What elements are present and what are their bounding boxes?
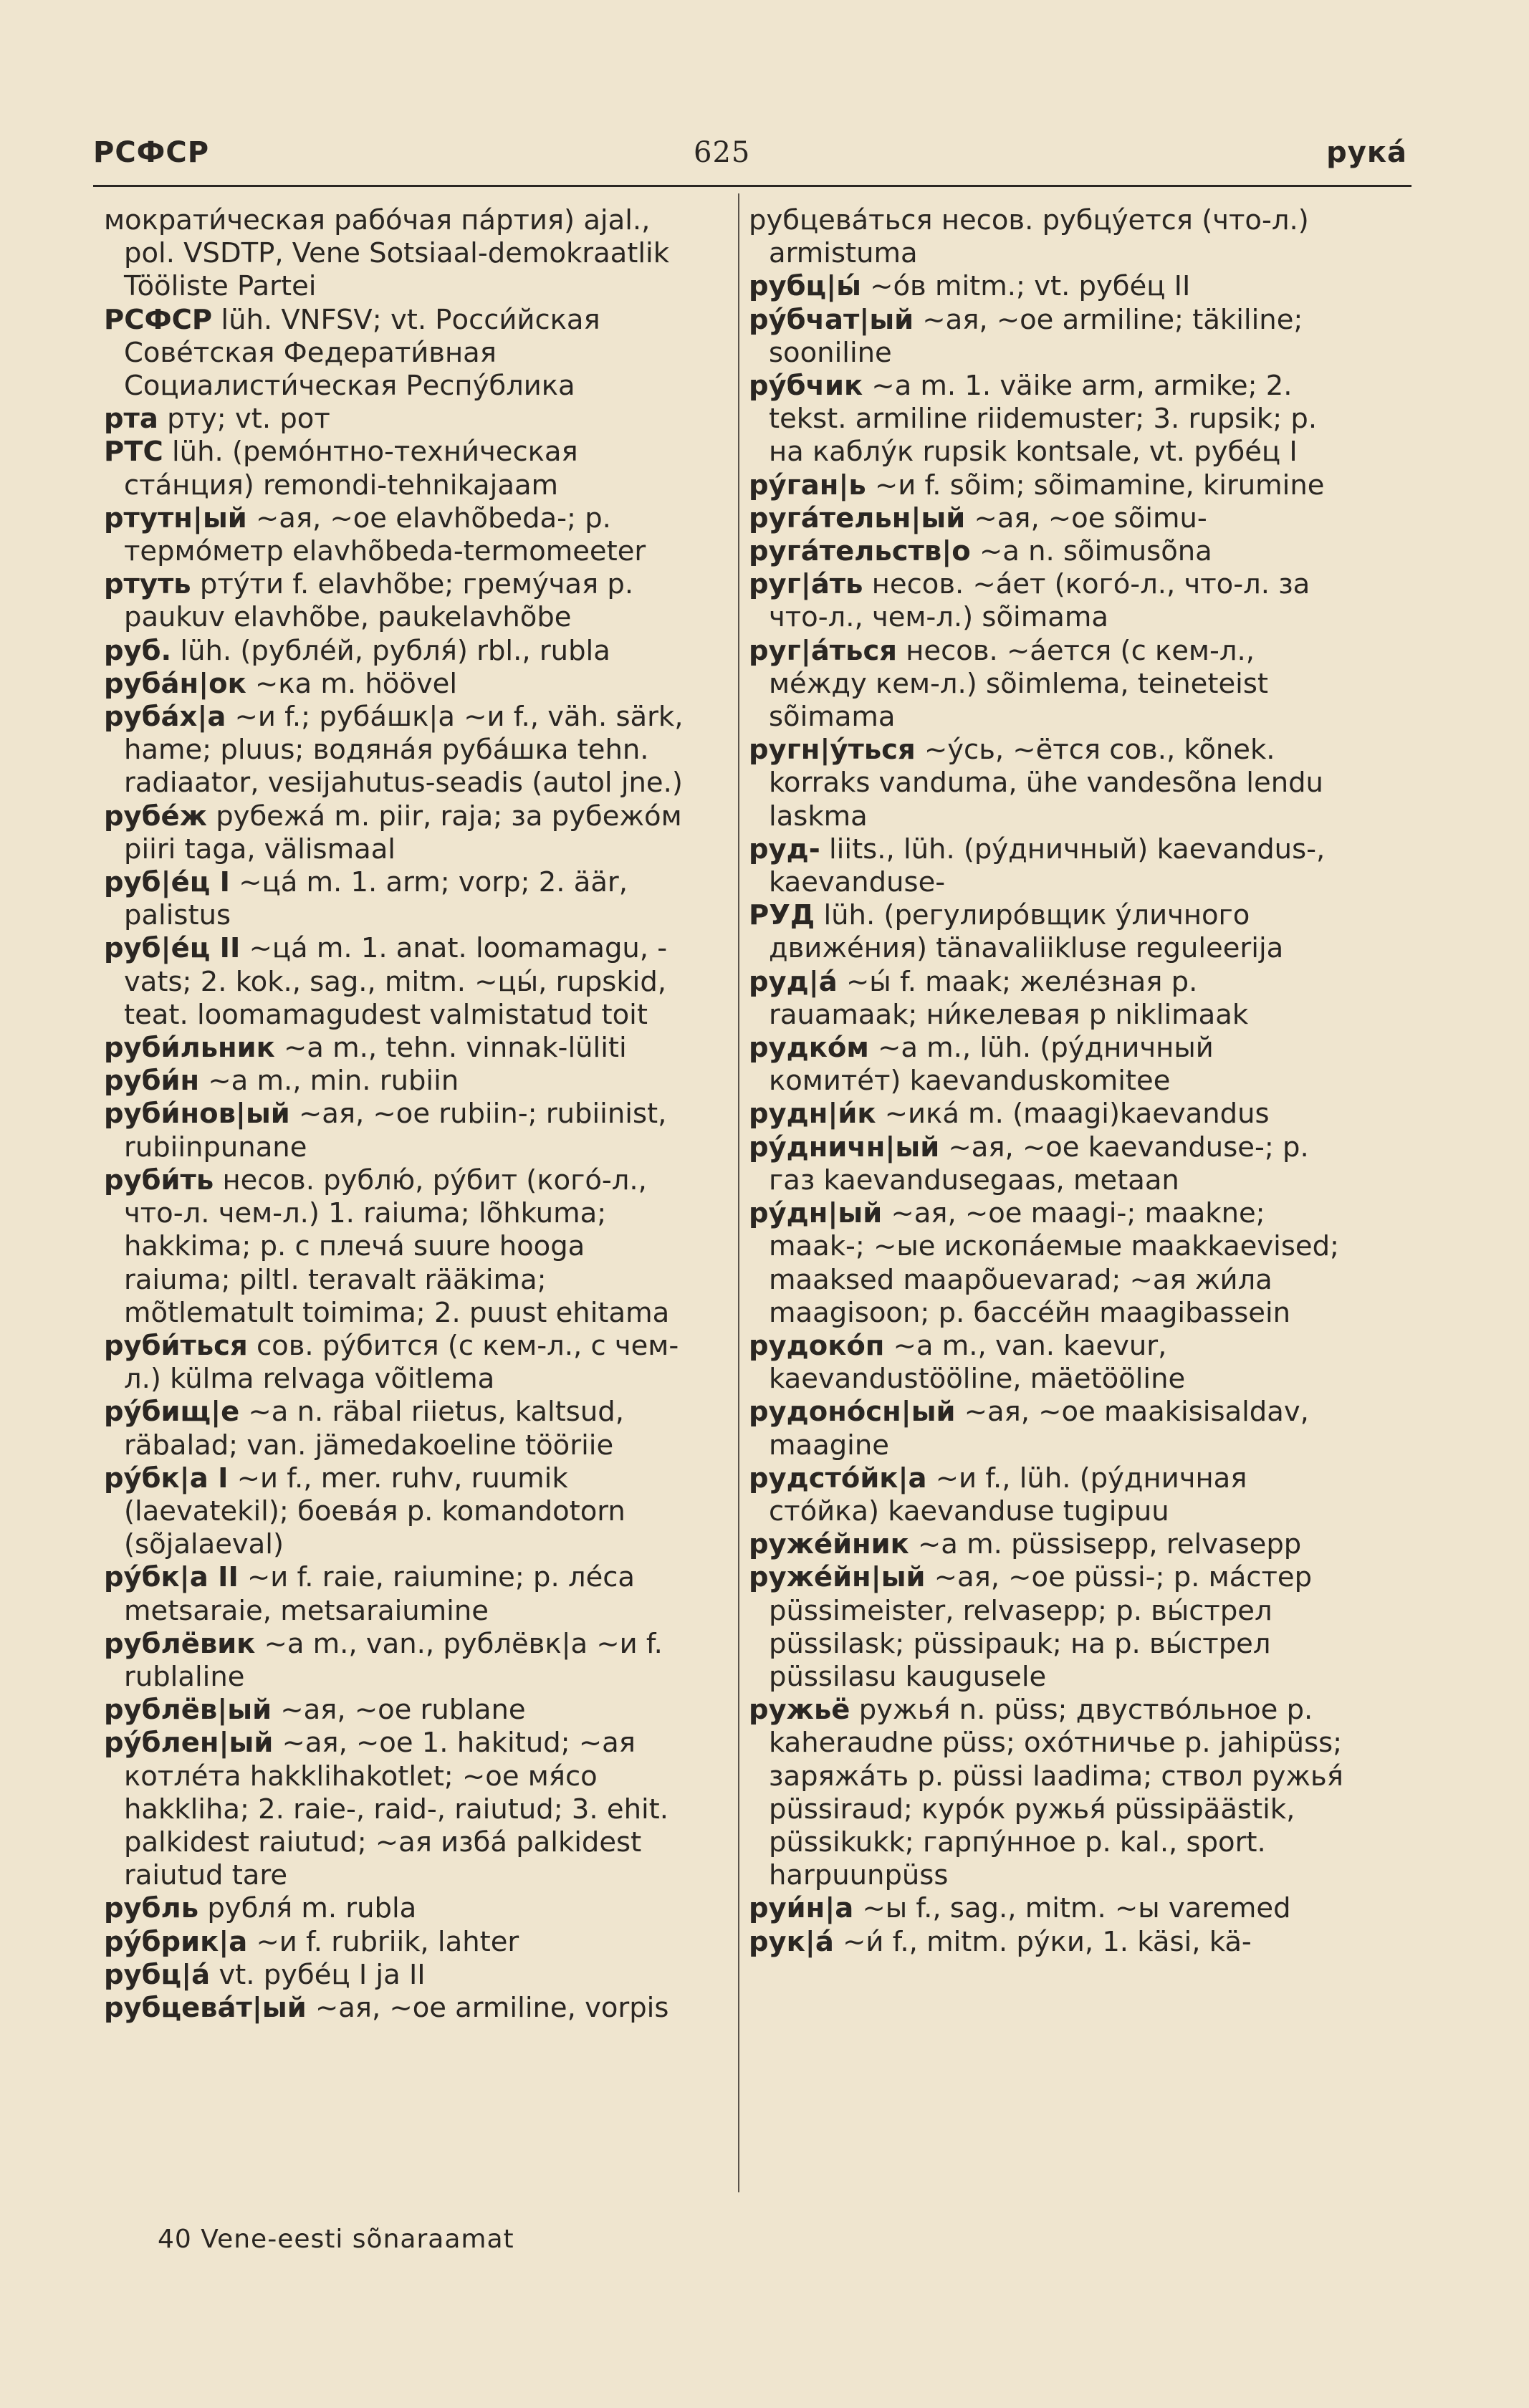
entry-definition: ~ая, ~ое armiline, vorpis: [315, 1991, 669, 2024]
dictionary-entry: [749, 833, 1343, 899]
entry-definition: рубцева́ться несов. рубцу́ется (что-л.) armistuma: [749, 204, 1309, 270]
headword: руби́н: [104, 1065, 200, 1098]
entry-definition: ~и f., mer. ruhv, ruumik (laevatekil); боева́я р. komandotorn (sõjalaeval): [124, 1462, 626, 1561]
headword: руби́ть: [104, 1164, 214, 1196]
entry-definition: несов. рублю́, ру́бит (кого́-л., что-л. чем-л.) 1. raiuma; lõhkuma; hakkima; р. с плеча́ suure hooga raiuma; piltl. teravalt rääkima; mõtlematult toimima; 2. puust ehitama: [124, 1164, 670, 1329]
entry-definition: ~ая, ~ое maagi-; maakne; maak-; ~ые ископа́емые maakkaevised; maaksed maapõuevarad; ~ая жи́ла maagisoon; р. бассе́йн maagibassein: [769, 1197, 1339, 1329]
headword: руб|е́ц I: [104, 866, 230, 899]
headword: руби́льник: [104, 1032, 275, 1065]
entry-definition: ~ая, ~ое kaevanduse-; р. газ kaevandusegaas, metaan: [769, 1131, 1309, 1196]
dictionary-entry: [104, 1462, 699, 1562]
dictionary-entry: [104, 1694, 699, 1727]
dictionary-entry: [104, 1926, 699, 1959]
dictionary-entry: [749, 635, 1343, 734]
headword: рудсто́йк|а: [749, 1462, 927, 1495]
dictionary-entry: [104, 1032, 699, 1065]
dictionary-entry: [749, 304, 1343, 370]
dictionary-entry: [749, 1528, 1343, 1561]
running-head-right: рука́: [1326, 136, 1407, 169]
headword: ру́бчат|ый: [749, 303, 914, 336]
dictionary-entry: [104, 204, 699, 304]
dictionary-entry: [749, 1098, 1343, 1131]
headword: ру́бчик: [749, 370, 863, 403]
headword: руга́тельн|ый: [749, 502, 966, 534]
dictionary-entry: [104, 1992, 699, 2025]
dictionary-entry: [104, 866, 699, 932]
entry-definition: ~ая, ~ое maakisisaldav, maagine: [769, 1396, 1309, 1462]
dictionary-entry: [104, 568, 699, 634]
dictionary-entry: [749, 204, 1343, 270]
dictionary-entry: [104, 1727, 699, 1892]
dictionary-entry: [749, 1462, 1343, 1528]
entry-definition: рубежа́ m. piir, raja; за рубежо́м piiri taga, välismaal: [124, 800, 682, 865]
running-head-left: РСФСР: [93, 136, 210, 169]
entry-definition: ~ика́ m. (maagi)kaevandus: [884, 1098, 1270, 1131]
headword: руг|а́ть: [749, 568, 863, 601]
headword: рубцева́т|ый: [104, 1991, 307, 2024]
entry-definition: ~и f. sõim; sõimamine, kirumine: [875, 469, 1325, 502]
dictionary-entry: [104, 1396, 699, 1462]
headword: рубль: [104, 1892, 199, 1925]
dictionary-entry: [749, 734, 1343, 833]
entry-definition: vt. рубе́ц I ja II: [219, 1958, 426, 1991]
entry-definition: ~ца́ m. 1. arm; vorp; 2. äär, palistus: [124, 866, 628, 932]
entry-definition: ~о́в mitm.; vt. рубе́ц II: [870, 270, 1191, 303]
entry-definition: ~а m., van. kaevur, kaevandustööline, mäetööline: [769, 1329, 1186, 1396]
headword: ру́бк|а I: [104, 1462, 229, 1495]
entry-definition: несов. ~а́ется (с кем-л., ме́жду кем-л.) sõimlema, teineteist sõimama: [769, 634, 1269, 734]
headword: руже́йник: [749, 1528, 909, 1561]
dictionary-entry: [104, 304, 699, 403]
headword: рубц|ы́: [749, 270, 861, 303]
header-rule: [93, 185, 1411, 187]
entry-definition: lüh. (ремо́нтно-техни́ческая ста́нция) remondi-tehnikajaam: [124, 436, 578, 502]
headword: рубц|а́: [104, 1958, 211, 1991]
headword: руг|а́ться: [749, 634, 898, 667]
headword: РУД: [749, 899, 815, 932]
headword: ру́дничн|ый: [749, 1131, 940, 1164]
entry-definition: несов. ~а́ет (кого́-л., что-л. за что-л., чем-л.) sõimama: [769, 568, 1310, 634]
headword: ру́бк|а II: [104, 1561, 239, 1594]
dictionary-entry: [749, 1926, 1343, 1959]
dictionary-entry: [104, 800, 699, 866]
dictionary-entry: [104, 1065, 699, 1098]
dictionary-entry: [749, 1197, 1343, 1330]
entry-definition: ~а m., tehn. vinnak-lüliti: [284, 1032, 627, 1065]
dictionary-entry: [749, 270, 1343, 303]
dictionary-entry: [104, 1628, 699, 1694]
dictionary-entry: [749, 1892, 1343, 1925]
dictionary-entry: [749, 1561, 1343, 1694]
entry-definition: lüh. VNFSV; vt. Росси́йская Сове́тская Федерати́вная Социалисти́ческая Респу́блика: [124, 303, 600, 403]
headword: руб|е́ц II: [104, 932, 241, 965]
left-column: [104, 204, 699, 2025]
entry-definition: ~ая, ~ое elavhõbeda-; р. термо́метр elavhõbeda-termomeeter: [124, 502, 646, 568]
dictionary-entry: [104, 1959, 699, 1992]
entry-definition: ~ы́ f. maak; желе́зная р. rauamaak; ни́келевая р niklimaak: [769, 965, 1249, 1031]
entry-definition: liits., lüh. (ру́дничный) kaevandus-, kaevanduse-: [769, 833, 1326, 899]
headword: руб.: [104, 634, 172, 667]
headword: руба́х|а: [104, 701, 226, 734]
headword: руи́н|а: [749, 1892, 854, 1925]
column-divider: [738, 193, 739, 2192]
entry-definition: ~ка m. höövel: [255, 667, 458, 700]
headword: рубе́ж: [104, 800, 207, 833]
entry-definition: ~ая, ~ое püssi-; р. ма́стер püssimeister, relvasepp; р. вы́стрел püssilask; püssipauk; на р. вы́стрел püssilasu kaugusele: [769, 1561, 1313, 1693]
dictionary-entry: [104, 403, 699, 436]
entry-definition: ~и́ f., mitm. ру́ки, 1. käsi, kä-: [843, 1925, 1252, 1958]
headword: ру́блен|ый: [104, 1727, 274, 1760]
headword: рудоно́сн|ый: [749, 1396, 956, 1429]
entry-definition: lüh. (регулиро́вщик у́личного движе́ния) tänavaliikluse reguleerija: [769, 899, 1284, 965]
dictionary-entry: [104, 436, 699, 502]
dictionary-entry: [749, 502, 1343, 535]
dictionary-entry: [749, 1330, 1343, 1396]
entry-definition: ~и f. rubriik, lahter: [256, 1925, 519, 1958]
right-column: [749, 204, 1343, 1959]
entry-definition: ~ая, ~ое armiline; täkiline; sooniline: [769, 303, 1303, 369]
entry-definition: ~а m., van., рублёвк|а ~и f. rublaline: [124, 1627, 663, 1693]
dictionary-entry: [104, 1330, 699, 1396]
headword: рублёвик: [104, 1627, 256, 1660]
dictionary-entry: [749, 568, 1343, 634]
headword: рудоко́п: [749, 1329, 885, 1362]
entry-definition: ~и f., lüh. (ру́дничная сто́йка) kaevanduse tugipuu: [769, 1462, 1247, 1527]
headword: ругн|у́ться: [749, 734, 916, 767]
entry-definition: ~и f. raie, raiumine; р. ле́са metsaraie, metsaraiumine: [124, 1561, 636, 1627]
dictionary-entry: [749, 1131, 1343, 1197]
headword: ру́ган|ь: [749, 469, 866, 502]
headword: РСФСР: [104, 303, 213, 336]
dictionary-entry: [749, 535, 1343, 568]
entry-definition: ~а m., min. rubiin: [208, 1065, 459, 1098]
dictionary-entry: [749, 899, 1343, 965]
entry-definition: ~ая, ~ое sõimu-: [974, 502, 1207, 534]
dictionary-entry: [749, 966, 1343, 1032]
dictionary-entry: [749, 1396, 1343, 1462]
entry-definition: рубля́ m. rubla: [207, 1892, 417, 1925]
headword: руба́н|ок: [104, 667, 246, 700]
headword: рублёв|ый: [104, 1694, 272, 1727]
entry-definition: ~а m., lüh. (ру́дничный комите́т) kaevanduskomitee: [769, 1032, 1214, 1098]
entry-definition: ~а n. räbal riietus, kaltsud, räbalad; van. jämedakoeline tööriie: [124, 1396, 624, 1462]
footer-signature: 40 Vene-eesti sõnaraamat: [158, 2225, 514, 2254]
dictionary-entry: [104, 635, 699, 668]
page-number: 625: [694, 136, 751, 169]
headword: руд-: [749, 833, 820, 865]
headword: руби́нов|ый: [104, 1098, 290, 1131]
entry-definition: ~ы f., sag., mitm. ~ы varemed: [862, 1892, 1291, 1925]
entry-definition: ~у́сь, ~ётся сов., kõnek. korraks vanduma, ühe vandesõna lendu laskma: [769, 734, 1323, 833]
entry-definition: ~ая, ~ое 1. hakitud; ~ая котле́та hakklihakotlet; ~ое мя́со hakkliha; 2. raie-, raid-, raiutud; 3. ehit. palkidest raiutud; ~ая изба́ palkidest raiutud tare: [124, 1727, 668, 1892]
entry-definition: ~и f.; руба́шк|а ~и f., väh. särk, hame; pluus; водяна́я руба́шка tehn. radiaator, vesijahutus-seadis (autol jne.): [124, 701, 684, 800]
headword: рудн|и́к: [749, 1098, 876, 1131]
dictionary-entry: [104, 932, 699, 1032]
entry-definition: мократи́ческая рабо́чая па́ртия) ajal., pol. VSDTP, Vene Sotsiaal-demokraatlik Tööliste Partei: [104, 204, 670, 303]
headword: руд|а́: [749, 965, 838, 998]
dictionary-entry: [104, 1098, 699, 1164]
headword: руга́тельств|о: [749, 535, 971, 568]
dictionary-entry: [749, 1032, 1343, 1098]
dictionary-entry: [104, 1892, 699, 1925]
headword: ру́брик|а: [104, 1925, 248, 1958]
dictionary-entry: [104, 502, 699, 568]
entry-definition: ~а n. sõimusõna: [979, 535, 1212, 568]
dictionary-entry: [104, 1164, 699, 1330]
headword: ружьё: [749, 1694, 850, 1727]
entry-definition: lüh. (рубле́й, рубля́) rbl., rubla: [180, 634, 610, 667]
headword: руже́йн|ый: [749, 1561, 926, 1594]
headword: рудко́м: [749, 1032, 869, 1065]
entry-definition: ружья́ n. püss; двуство́льное р. kaheraudne püss; охо́тничье р. jahipüss; заряжа́ть р. püssi laadima; ствол ружья́ püssiraud; куро́к ружья́ püssipäästik, püssikukk; гарпу́нное р. kal., sport. harpuunpüss: [769, 1694, 1343, 1892]
headword: ртуть: [104, 568, 191, 601]
headword: ру́дн|ый: [749, 1197, 883, 1230]
entry-definition: рту; vt. рот: [167, 403, 330, 436]
entry-definition: ~ая, ~ое rubiin-; rubiinist, rubiinpunane: [124, 1098, 667, 1164]
dictionary-entry: [104, 668, 699, 701]
entry-definition: рту́ти f. elavhõbe; грему́чая р. paukuv elavhõbe, paukelavhõbe: [124, 568, 634, 634]
dictionary-entry: [749, 469, 1343, 502]
headword: ру́бищ|е: [104, 1396, 240, 1429]
dictionary-entry: [749, 370, 1343, 469]
entry-definition: ~а m. 1. väike arm, armike; 2. tekst. armiline riidemuster; 3. rupsik; р. на каблу́к rupsik kontsale, vt. рубе́ц I: [769, 370, 1318, 469]
entry-definition: сов. ру́бится (с кем-л., с чем-л.) külma relvaga võitlema: [124, 1329, 679, 1396]
dictionary-entry: [749, 1694, 1343, 1892]
entry-definition: ~ца́ m. 1. anat. loomamagu, -vats; 2. kok., sag., mitm. ~цы́, rupskid, teat. loomamagudest valmistatud toit: [124, 932, 668, 1031]
dictionary-entry: [104, 1561, 699, 1627]
dictionary-entry: [104, 701, 699, 800]
headword: руби́ться: [104, 1329, 248, 1362]
headword: РТС: [104, 436, 163, 469]
headword: ртутн|ый: [104, 502, 247, 534]
headword: рук|а́: [749, 1925, 834, 1958]
headword: рта: [104, 403, 158, 436]
entry-definition: ~ая, ~ое rublane: [280, 1694, 526, 1727]
entry-definition: ~а m. püssisepp, relvasepp: [918, 1528, 1302, 1561]
